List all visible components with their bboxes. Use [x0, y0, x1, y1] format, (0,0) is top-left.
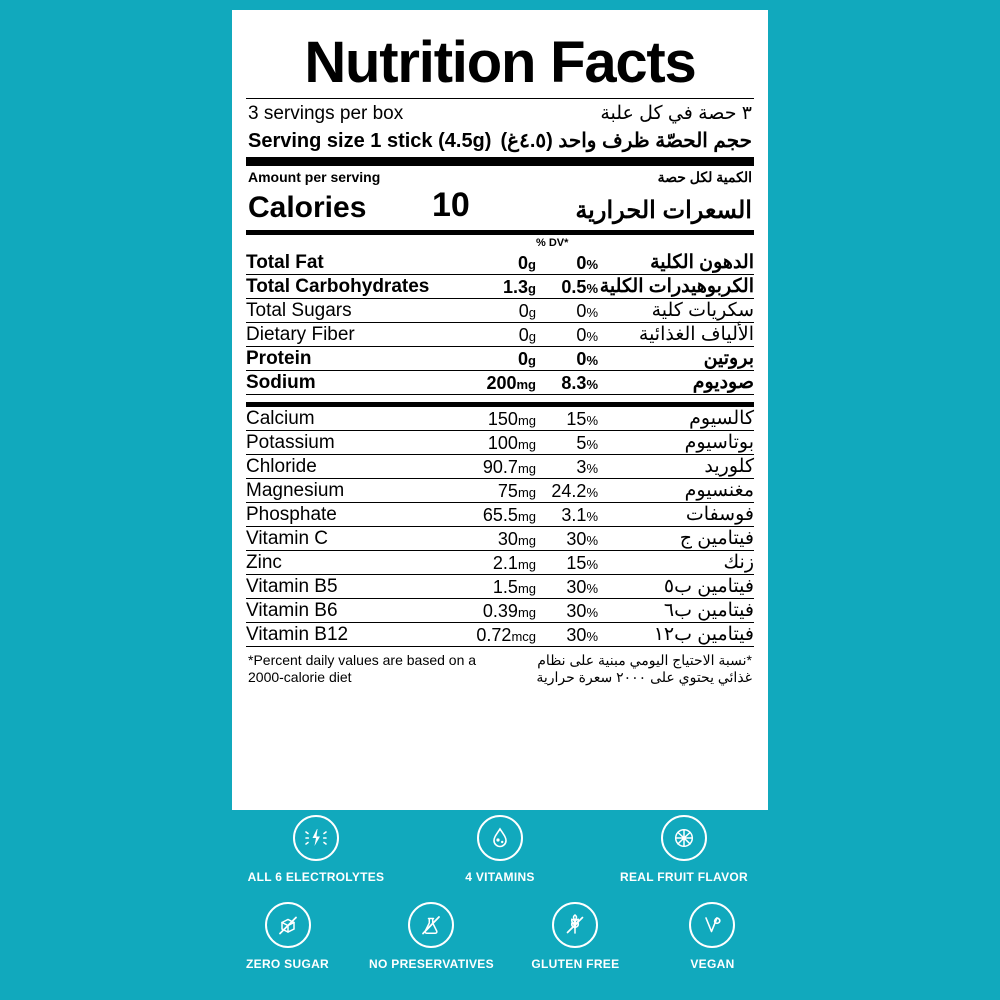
- badge-vegan: [657, 902, 768, 971]
- nutrient-name: Total Carbohydrates: [246, 276, 430, 297]
- nutrient-name: Magnesium: [246, 480, 345, 501]
- percent-symbol: %: [586, 437, 598, 452]
- badge-label: NO PRESERVATIVES: [369, 957, 494, 971]
- nutrient-name: Sodium: [246, 372, 316, 393]
- nutrient-amount: 100: [487, 433, 518, 453]
- nutrient-unit: g: [528, 329, 536, 344]
- nutrient-amount: 200: [486, 373, 517, 393]
- daily-value-header-row: [246, 235, 754, 251]
- nutrient-amount: 90.7: [482, 457, 518, 477]
- nutrient-amount: 0: [518, 301, 529, 321]
- nutrient-dv: 30: [566, 601, 587, 621]
- nutrient-dv: 5: [576, 433, 587, 453]
- nutrient-name-ar: صوديوم: [692, 372, 754, 393]
- table-row: [246, 527, 754, 551]
- table-row: [246, 407, 754, 431]
- nutrient-name-ar: بوتاسيوم: [684, 432, 754, 453]
- nutrient-dv: 15: [566, 553, 587, 573]
- nutrient-dv: 24.2: [551, 481, 587, 501]
- nutrient-unit: g: [528, 257, 536, 272]
- nutrient-amount: 1.3: [503, 277, 529, 297]
- table-row: [246, 323, 754, 347]
- badge-label: VEGAN: [690, 957, 735, 971]
- nutrient-amount: 2.1: [492, 553, 518, 573]
- vitamin-droplet-icon: [477, 815, 523, 861]
- badge-4-vitamins: [425, 815, 575, 884]
- nutrient-name-ar: كلوريد: [704, 456, 754, 477]
- nutrient-dv: 3: [576, 457, 587, 477]
- badge-gluten-free: [520, 902, 631, 971]
- nutrient-name: Phosphate: [246, 504, 337, 525]
- nutrient-unit: mg: [517, 605, 536, 620]
- calories-row: [246, 186, 754, 230]
- table-row: [246, 599, 754, 623]
- amount-per-serving-row: [246, 166, 754, 186]
- nutrient-dv: 15: [566, 409, 587, 429]
- nutrient-name-ar: زنك: [723, 552, 754, 573]
- table-row: [246, 371, 754, 395]
- nutrient-name-ar: سكريات كلية: [651, 300, 754, 321]
- nutrient-amount: 30: [497, 529, 518, 549]
- nutrient-unit: mg: [517, 461, 536, 476]
- footnote-row: [246, 647, 754, 686]
- nutrient-name: Calcium: [246, 408, 315, 429]
- nutrient-name-ar: كالسيوم: [689, 408, 754, 429]
- nutrients-table-main-body: [246, 251, 754, 395]
- no-sugar-cube-icon: [265, 902, 311, 948]
- nutrient-name: Dietary Fiber: [246, 324, 355, 345]
- nutrient-amount: 75: [497, 481, 518, 501]
- calories-label-ar: السعرات الحرارية: [575, 197, 752, 224]
- feature-badges: [232, 815, 768, 971]
- nutrient-unit: mg: [517, 485, 536, 500]
- nutrient-amount: 0: [518, 349, 529, 369]
- page-title: Nutrition Facts: [304, 30, 696, 95]
- feature-badges-row-1: [232, 815, 768, 884]
- table-row: [246, 251, 754, 275]
- nutrient-name: Vitamin B5: [246, 576, 338, 597]
- nutrient-name: Total Fat: [246, 252, 324, 273]
- servings-per-box-en: 3 servings per box: [248, 103, 404, 124]
- nutrient-unit: mg: [517, 557, 536, 572]
- percent-symbol: %: [586, 461, 598, 476]
- percent-symbol: %: [586, 629, 598, 644]
- percent-symbol: %: [586, 413, 598, 428]
- nutrient-name: Protein: [246, 348, 312, 369]
- table-row: [246, 575, 754, 599]
- percent-symbol: %: [586, 377, 598, 392]
- percent-symbol: %: [586, 581, 598, 596]
- servings-per-box-ar: ٣ حصة في كل علبة: [600, 103, 752, 124]
- micronutrients-table: [246, 407, 754, 647]
- no-flask-icon: [408, 902, 454, 948]
- percent-symbol: %: [586, 533, 598, 548]
- badge-label: ZERO SUGAR: [246, 957, 330, 971]
- nutrient-name-ar: الكربوهيدرات الكلية: [599, 276, 754, 297]
- calories-value: 10: [431, 186, 470, 224]
- dv-header-label: % DV*: [536, 237, 569, 249]
- table-row: [246, 455, 754, 479]
- nutrient-name-ar: فيتامين ب٥: [663, 576, 754, 597]
- nutrient-unit: g: [528, 305, 536, 320]
- calories-label-en: Calories: [248, 191, 367, 224]
- percent-symbol: %: [586, 257, 598, 272]
- serving-size-en: Serving size 1 stick (4.5g): [248, 130, 492, 152]
- nutrient-name-ar: مغنسيوم: [684, 480, 754, 501]
- nutrient-amount: 0: [518, 253, 529, 273]
- percent-symbol: %: [586, 353, 598, 368]
- nutrients-table: [246, 251, 754, 395]
- table-row: [246, 431, 754, 455]
- nutrient-dv: 0.5: [561, 277, 587, 297]
- nutrient-amount: 0: [518, 325, 529, 345]
- dv-header-spacer-name: [246, 237, 454, 249]
- divider-thick-top: [246, 157, 754, 166]
- badge-label: ALL 6 ELECTROLYTES: [247, 870, 385, 884]
- table-row: [246, 479, 754, 503]
- nutrient-dv: 0: [576, 253, 587, 273]
- nutrient-dv: 0: [576, 301, 587, 321]
- nutrient-dv: 0: [576, 325, 587, 345]
- nutrient-name: Vitamin B12: [246, 624, 349, 645]
- nutrient-name-ar: بروتين: [703, 348, 754, 369]
- feature-badges-row-2: [232, 902, 768, 971]
- wheat-free-icon: [552, 902, 598, 948]
- nutrient-dv: 3.1: [561, 505, 587, 525]
- nutrient-amount: 65.5: [482, 505, 518, 525]
- badge-label: GLUTEN FREE: [531, 957, 620, 971]
- nutrient-unit: mg: [517, 581, 536, 596]
- nutrient-name-ar: الألياف الغذائية: [638, 324, 754, 345]
- footnote-en: *Percent daily values are based on a 2000-calorie diet: [248, 652, 477, 685]
- amount-per-serving-en: Amount per serving: [248, 169, 381, 185]
- servings-per-box-row: [246, 99, 754, 125]
- percent-symbol: %: [586, 557, 598, 572]
- nutrient-name-ar: الدهون الكلية: [650, 252, 754, 273]
- electrolyte-bolt-icon: [293, 815, 339, 861]
- nutrient-unit: mg: [517, 533, 536, 548]
- nutrient-unit: g: [528, 353, 536, 368]
- footnote-ar: *نسبة الاحتياج اليومي مبنية على نظام غذائي يحتوي على ٢٠٠٠ سعرة حرارية: [536, 652, 752, 685]
- nutrient-name: Total Sugars: [246, 300, 352, 321]
- table-row: [246, 503, 754, 527]
- nutrient-name: Chloride: [246, 456, 317, 477]
- table-row: [246, 551, 754, 575]
- percent-symbol: %: [586, 605, 598, 620]
- nutrient-name: Vitamin B6: [246, 600, 338, 621]
- micronutrients-table-body: [246, 407, 754, 647]
- percent-symbol: %: [586, 509, 598, 524]
- nutrition-facts-panel: [232, 10, 768, 810]
- nutrient-unit: g: [528, 281, 536, 296]
- nutrient-dv: 30: [566, 625, 587, 645]
- nutrient-unit: mg: [517, 509, 536, 524]
- dv-header-spacer-amount: [454, 237, 536, 249]
- nutrient-name-ar: فيتامين ب١٢: [653, 624, 754, 645]
- nutrient-dv: 30: [566, 577, 587, 597]
- nutrient-name-ar: فيتامين ب٦: [663, 600, 754, 621]
- nutrient-amount: 0.72: [476, 625, 512, 645]
- badge-real-fruit-flavor: [609, 815, 759, 884]
- nutrient-name: Potassium: [246, 432, 335, 453]
- badge-all-6-electrolytes: [241, 815, 391, 884]
- nutrient-amount: 1.5: [492, 577, 518, 597]
- badge-no-preservatives: [369, 902, 494, 971]
- nutrient-dv: 0: [576, 349, 587, 369]
- nutrient-unit: mg: [517, 437, 536, 452]
- citrus-slice-icon: [661, 815, 707, 861]
- nutrient-amount: 150: [487, 409, 518, 429]
- nutrient-dv: 8.3: [561, 373, 587, 393]
- percent-symbol: %: [586, 485, 598, 500]
- percent-symbol: %: [586, 281, 598, 296]
- badge-label: 4 VITAMINS: [465, 870, 535, 884]
- badge-label: REAL FRUIT FLAVOR: [620, 870, 748, 884]
- table-row: [246, 623, 754, 647]
- nutrient-dv: 30: [566, 529, 587, 549]
- vegan-leaf-icon: [689, 902, 735, 948]
- nutrient-name: Zinc: [246, 552, 282, 573]
- table-row: [246, 275, 754, 299]
- percent-symbol: %: [586, 329, 598, 344]
- badge-zero-sugar: [232, 902, 343, 971]
- nutrient-unit: mg: [516, 377, 536, 392]
- nutrient-unit: mcg: [511, 629, 536, 644]
- nutrient-unit: mg: [517, 413, 536, 428]
- serving-size-ar: حجم الحصّة ظرف واحد (٤.٥غ): [500, 130, 752, 152]
- nutrient-name: Vitamin C: [246, 528, 329, 549]
- serving-size-row: [246, 125, 754, 157]
- percent-symbol: %: [586, 305, 598, 320]
- nutrient-amount: 0.39: [482, 601, 518, 621]
- nutrient-name-ar: فيتامين ج: [679, 528, 754, 549]
- table-row: [246, 347, 754, 371]
- nutrient-name-ar: فوسفات: [685, 504, 754, 525]
- amount-per-serving-ar: الكمية لكل حصة: [657, 169, 752, 185]
- table-row: [246, 299, 754, 323]
